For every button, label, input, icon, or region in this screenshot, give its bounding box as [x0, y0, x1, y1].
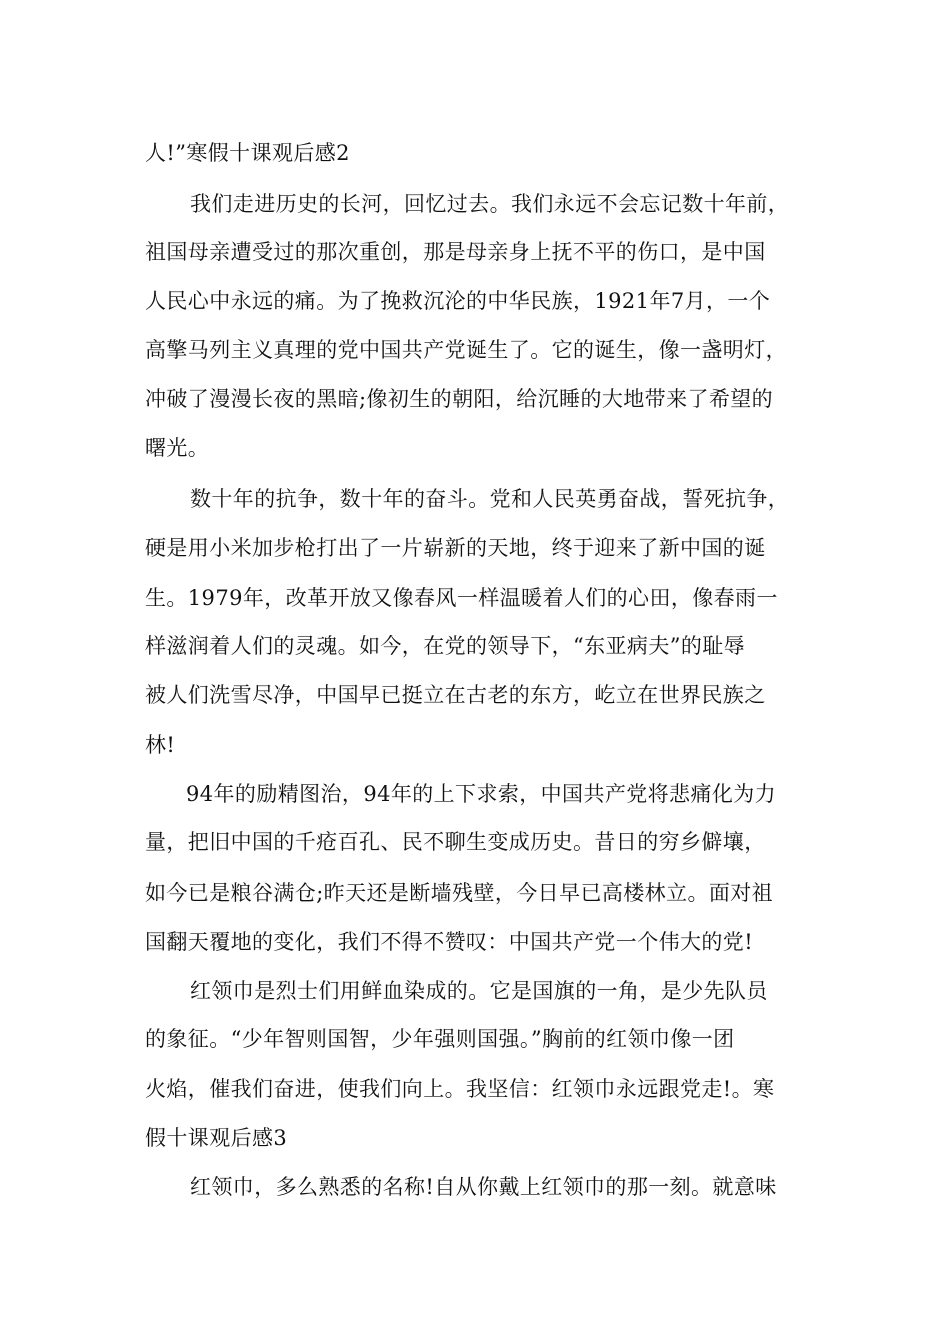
text-line: 高擎马列主义真理的党中国共产党诞生了。它的诞生，像一盏明灯， [145, 338, 787, 362]
text-line: 红领巾是烈士们用鲜血染成的。它是国旗的一角，是少先队员 [190, 979, 768, 1003]
text-line: 硬是用小米加步枪打出了一片崭新的天地，终于迎来了新中国的诞 [145, 536, 766, 560]
text-line: 国翻天覆地的变化，我们不得不赞叹：中国共产党一个伟大的党! [145, 930, 754, 954]
text-line: 我们走进历史的长河，回忆过去。我们永远不会忘记数十年前， [190, 192, 790, 216]
text-line: 祖国母亲遭受过的那次重创，那是母亲身上抚不平的伤口，是中国 [145, 240, 766, 264]
text-line: 生。1979年，改革开放又像春风一样温暖着人们的心田，像春雨一 [145, 586, 778, 610]
text-line: 数十年的抗争，数十年的奋斗。党和人民英勇奋战，誓死抗争， [190, 487, 790, 511]
text-line: 被人们洗雪尽净，中国早已挺立在古老的东方，屹立在世界民族之 [145, 683, 766, 707]
text-line: 火焰，催我们奋进，使我们向上。我坚信：红领巾永远跟党走!。寒 [145, 1077, 775, 1101]
text-line: 红领巾，多么熟悉的名称!自从你戴上红领巾的那一刻。就意味 [190, 1175, 777, 1199]
text-line: 人!”寒假十课观后感2 [145, 141, 350, 165]
text-line: 林! [145, 733, 176, 757]
text-line: 假十课观后感3 [145, 1126, 288, 1150]
text-line: 如今已是粮谷满仓;昨天还是断墙残壁，今日早已高楼林立。面对祖 [145, 881, 774, 905]
text-line: 人民心中永远的痛。为了挽救沉沦的中华民族，1921年7月，一个 [145, 289, 771, 313]
text-line: 样滋润着人们的灵魂。如今，在党的领导下，“东亚病夫”的耻辱 [145, 634, 746, 658]
text-line: 94年的励精图治，94年的上下求索，中国共产党将悲痛化为力 [186, 782, 777, 806]
text-line: 曙光。 [145, 436, 210, 460]
text-line: 的象征。“少年智则国智，少年强则国强。”胸前的红领巾像一团 [145, 1027, 735, 1051]
text-line: 量，把旧中国的千疮百孔、民不聊生变成历史。昔日的穷乡僻壤， [145, 830, 766, 854]
text-line: 冲破了漫漫长夜的黑暗;像初生的朝阳，给沉睡的大地带来了希望的 [145, 387, 774, 411]
